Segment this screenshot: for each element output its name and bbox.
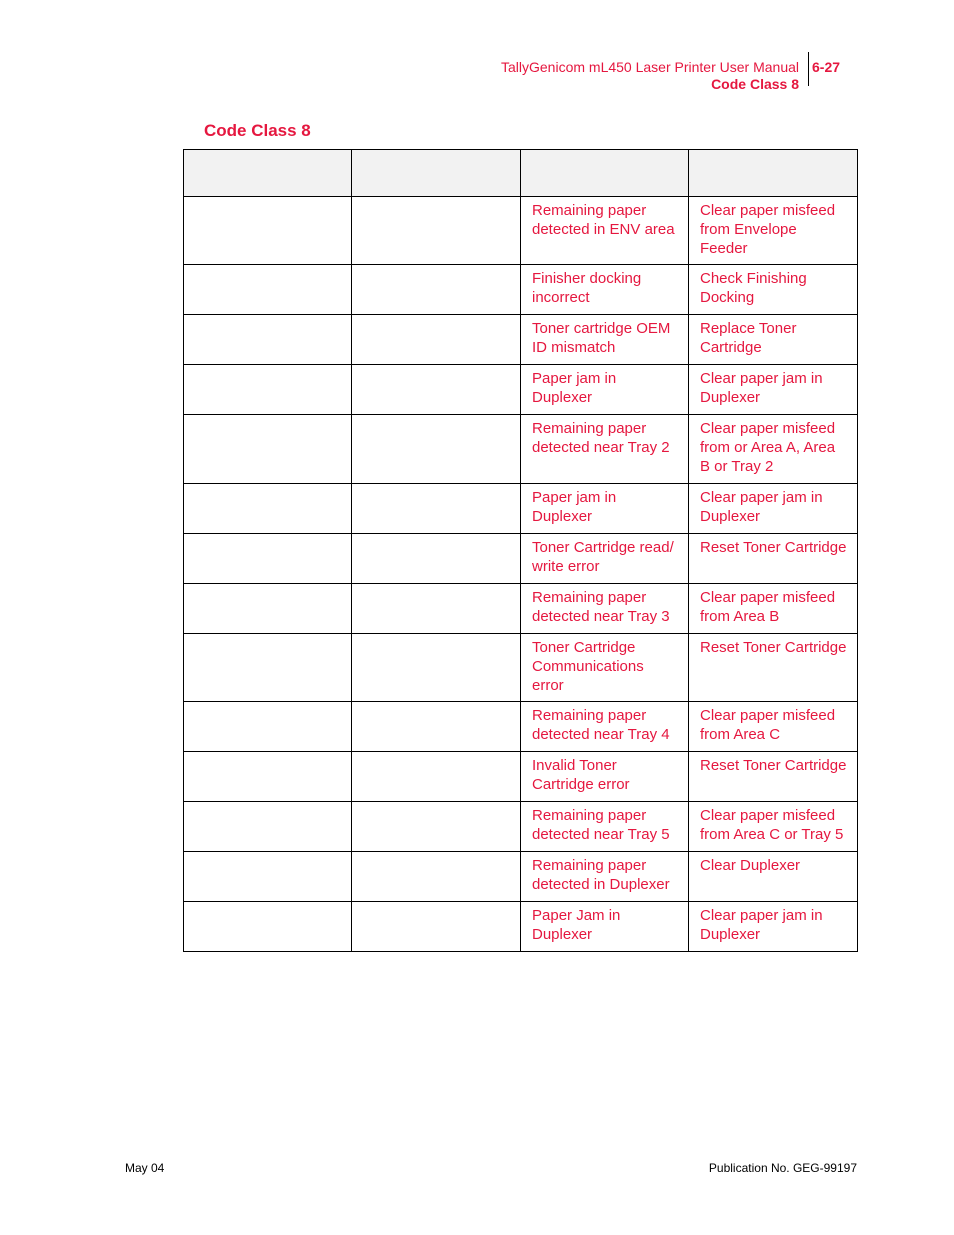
code-cell bbox=[184, 365, 352, 415]
action-cell: Clear paper jam in Duplexer bbox=[689, 484, 858, 534]
header-cell bbox=[184, 150, 352, 197]
header-title: TallyGenicom mL450 Laser Printer User Manual bbox=[500, 59, 799, 75]
code-cell bbox=[184, 197, 352, 265]
header-subtitle: Code Class 8 bbox=[711, 76, 799, 92]
table-row bbox=[184, 634, 858, 702]
display-cell bbox=[352, 197, 521, 265]
action-cell: Clear paper misfeed from Area C or Tray 5 bbox=[689, 802, 858, 852]
footer-publication: Publication No. GEG-99197 bbox=[708, 1161, 857, 1175]
display-cell bbox=[352, 315, 521, 365]
action-cell: Clear Duplexer bbox=[689, 852, 858, 902]
description-cell: Invalid Toner Cartridge error bbox=[521, 752, 689, 802]
display-cell bbox=[352, 265, 521, 315]
table-row bbox=[184, 752, 858, 802]
table-row bbox=[184, 265, 858, 315]
action-cell: Clear paper jam in Duplexer bbox=[689, 902, 858, 952]
table-row bbox=[184, 365, 858, 415]
display-cell bbox=[352, 702, 521, 752]
code-class-table bbox=[183, 149, 858, 952]
code-cell bbox=[184, 534, 352, 584]
action-cell: Reset Toner Cartridge bbox=[689, 534, 858, 584]
action-cell: Check Finishing Docking bbox=[689, 265, 858, 315]
description-cell: Toner Cartridge read/ write error bbox=[521, 534, 689, 584]
code-cell bbox=[184, 415, 352, 484]
description-cell: Remaining paper detected near Tray 4 bbox=[521, 702, 689, 752]
table-row bbox=[184, 534, 858, 584]
description-cell: Finisher docking incorrect bbox=[521, 265, 689, 315]
table-row bbox=[184, 315, 858, 365]
code-cell bbox=[184, 315, 352, 365]
code-cell bbox=[184, 852, 352, 902]
display-cell bbox=[352, 752, 521, 802]
code-cell bbox=[184, 484, 352, 534]
table-row bbox=[184, 802, 858, 852]
display-cell bbox=[352, 802, 521, 852]
description-cell: Remaining paper detected near Tray 5 bbox=[521, 802, 689, 852]
code-cell bbox=[184, 752, 352, 802]
code-cell bbox=[184, 584, 352, 634]
header-cell bbox=[352, 150, 521, 197]
description-cell: Remaining paper detected in ENV area bbox=[521, 197, 689, 265]
action-cell: Reset Toner Cartridge bbox=[689, 752, 858, 802]
display-cell bbox=[352, 584, 521, 634]
description-cell: Remaining paper detected near Tray 3 bbox=[521, 584, 689, 634]
display-cell bbox=[352, 365, 521, 415]
section-title: Code Class 8 bbox=[204, 121, 311, 140]
table-header-row bbox=[184, 150, 858, 197]
action-cell: Replace Toner Cartridge bbox=[689, 315, 858, 365]
action-cell: Clear paper misfeed from or Area A, Area B or Tray 2 bbox=[689, 415, 858, 484]
description-cell: Remaining paper detected in Duplexer bbox=[521, 852, 689, 902]
display-cell bbox=[352, 902, 521, 952]
description-cell: Paper jam in Duplexer bbox=[521, 484, 689, 534]
display-cell bbox=[352, 534, 521, 584]
display-cell bbox=[352, 634, 521, 702]
table-row bbox=[184, 197, 858, 265]
table-row bbox=[184, 852, 858, 902]
description-cell: Paper jam in Duplexer bbox=[521, 365, 689, 415]
header-divider bbox=[808, 52, 809, 86]
description-cell: Remaining paper detected near Tray 2 bbox=[521, 415, 689, 484]
table-row bbox=[184, 902, 858, 952]
action-cell: Clear paper misfeed from Area C bbox=[689, 702, 858, 752]
header-cell bbox=[689, 150, 858, 197]
display-cell bbox=[352, 415, 521, 484]
action-cell: Clear paper misfeed from Area B bbox=[689, 584, 858, 634]
table-row bbox=[184, 484, 858, 534]
code-cell bbox=[184, 634, 352, 702]
table-row bbox=[184, 584, 858, 634]
description-cell: Toner Cartridge Communications error bbox=[521, 634, 689, 702]
code-cell bbox=[184, 265, 352, 315]
description-cell: Toner cartridge OEM ID mismatch bbox=[521, 315, 689, 365]
table-row bbox=[184, 415, 858, 484]
display-cell bbox=[352, 484, 521, 534]
action-cell: Clear paper jam in Duplexer bbox=[689, 365, 858, 415]
action-cell: Clear paper misfeed from Envelope Feeder bbox=[689, 197, 858, 265]
table-row bbox=[184, 702, 858, 752]
page-number: 6-27 bbox=[812, 59, 841, 75]
code-cell bbox=[184, 802, 352, 852]
code-cell bbox=[184, 702, 352, 752]
code-cell bbox=[184, 902, 352, 952]
display-cell bbox=[352, 852, 521, 902]
footer-date: May 04 bbox=[125, 1161, 165, 1175]
description-cell: Paper Jam in Duplexer bbox=[521, 902, 689, 952]
header-cell bbox=[521, 150, 689, 197]
action-cell: Reset Toner Cartridge bbox=[689, 634, 858, 702]
